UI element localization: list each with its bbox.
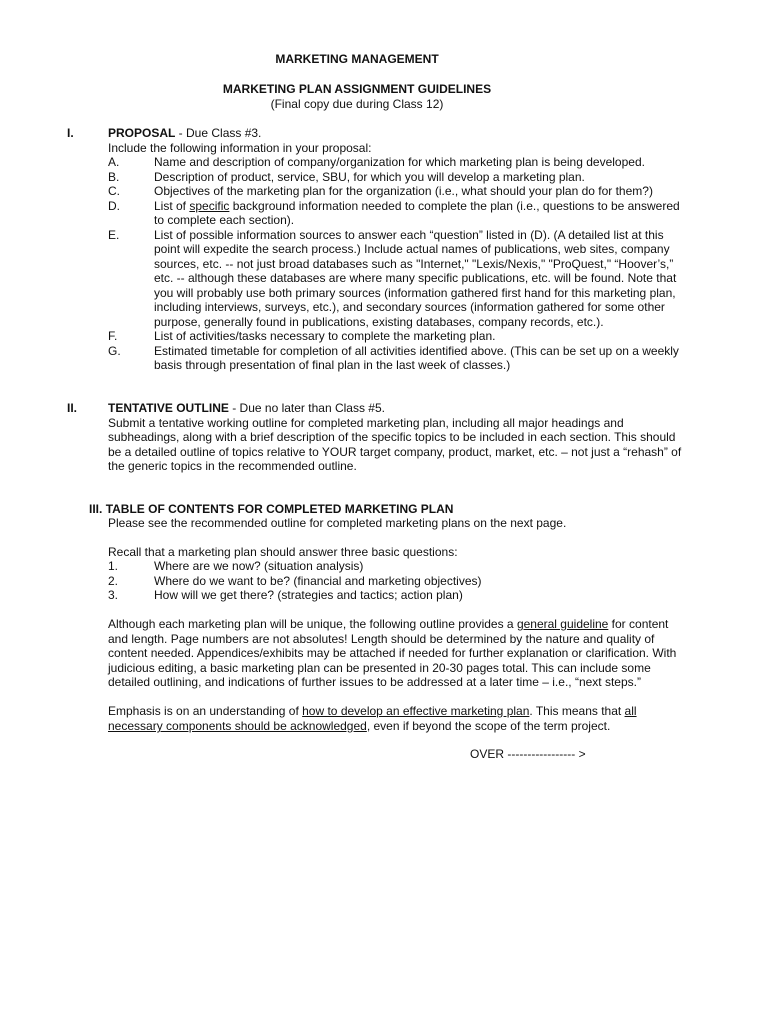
paragraph-line: judicious editing, a basic marketing plan can be presented in 20-30 pages total. This can include some — [108, 661, 651, 675]
course-title: MARKETING MANAGEMENT — [275, 52, 439, 66]
paragraph-line: Although each marketing plan will be unique, the following outline provides a general guideline for content — [108, 617, 669, 631]
item-text: to complete each section). — [154, 213, 295, 227]
item-label: B. — [108, 170, 120, 184]
item-text: List of possible information sources to answer each “question” listed in (D). (A detailed list at this — [154, 228, 664, 242]
item-text: List of activities/tasks necessary to complete the marketing plan. — [154, 329, 496, 343]
outline-text: be a detailed outline of topics relative to YOUR target company, product, market, etc. – not just a “rehash” of — [108, 445, 682, 459]
section-heading — [89, 502, 453, 517]
paragraph-line: and length. Page numbers are not absolutes! Length should be determined by the nature and quality of — [108, 632, 655, 646]
item-text: Name and description of company/organization for which marketing plan is being developed. — [154, 155, 645, 169]
question-label: 3. — [108, 588, 119, 602]
outline-due: - Due no later than Class #5. — [228, 401, 385, 415]
toc-heading: TABLE OF CONTENTS FOR COMPLETED MARKETING PLAN — [105, 502, 454, 516]
section-numeral: II. — [67, 401, 78, 415]
paragraph-line: content needed. Appendices/exhibits may be attached if needed for further explanation or clarification. With — [108, 646, 677, 660]
outline-text: the generic topics in the recommended outline. — [108, 459, 357, 473]
proposal-due: - Due Class #3. — [175, 126, 262, 140]
question-label: 1. — [108, 559, 119, 573]
paragraph-line: detailed outlining, and indications of further issues to be addressed at a later time – i.e., “next steps.” — [108, 675, 641, 689]
outline-text: subheadings, along with a brief description of the specific topics to be included in each section. This should — [108, 430, 676, 444]
emphasis-line: Emphasis is on an understanding of how to develop an effective marketing plan. This means that all — [108, 704, 637, 718]
item-text: you will probably use both primary sources (information gathered first hand for this marketing plan, — [154, 286, 676, 300]
item-text: etc. -- although these databases are where many specific publications, etc. will be found. Note that — [154, 271, 677, 285]
question-label: 2. — [108, 574, 119, 588]
item-label: E. — [108, 228, 120, 242]
question-text: Where are we now? (situation analysis) — [154, 559, 364, 573]
underlined-word: specific — [189, 199, 230, 213]
item-label: D. — [108, 199, 120, 213]
item-label: A. — [108, 155, 120, 169]
item-text: Estimated timetable for completion of all activities identified above. (This can be set up on a weekly — [154, 344, 679, 358]
document-title: MARKETING PLAN ASSIGNMENT GUIDELINES — [222, 82, 492, 96]
toc-numeral: III. — [89, 502, 103, 516]
item-text: including interviews, surveys, etc.), and secondary sources (information gathered for some other — [154, 300, 665, 314]
item-text: List of specific background information needed to complete the plan (i.e., questions to be answered — [154, 199, 680, 213]
item-text: sources, etc. -- not just broad databases such as "Internet," "Lexis/Nexis," "ProQuest," “Hoover’s,” — [154, 257, 674, 271]
underlined-phrase: all — [624, 704, 637, 718]
due-note: (Final copy due during Class 12) — [270, 97, 444, 111]
item-text: basis through presentation of final plan in the last week of classes.) — [154, 358, 511, 372]
outline-text: Submit a tentative working outline for completed marketing plan, including all major headings and — [108, 416, 624, 430]
toc-see-line: Please see the recommended outline for completed marketing plans on the next page. — [108, 516, 567, 530]
item-text: Description of product, service, SBU, for which you will develop a marketing plan. — [154, 170, 585, 184]
item-text: point will expedite the search process.) Include actual names of publications, web sites, company — [154, 242, 670, 256]
over-indicator: OVER ----------------- > — [470, 747, 586, 761]
item-text: purpose, generally found in publications, existing databases, company records, etc.). — [154, 315, 604, 329]
section-heading — [108, 401, 385, 416]
item-text: Objectives of the marketing plan for the organization (i.e., what should your plan do for them?) — [154, 184, 653, 198]
proposal-intro: Include the following information in your proposal: — [108, 141, 372, 155]
emphasis-line: necessary components should be acknowledged, even if beyond the scope of the term project. — [108, 719, 611, 733]
item-label: G. — [108, 344, 121, 358]
proposal-heading: PROPOSAL — [108, 126, 176, 140]
underlined-phrase: necessary components should be acknowledged — [108, 719, 367, 733]
question-text: Where do we want to be? (financial and marketing objectives) — [154, 574, 482, 588]
section-numeral: I. — [67, 126, 74, 140]
section-heading — [108, 126, 261, 141]
item-label: F. — [108, 329, 118, 343]
toc-recall-line: Recall that a marketing plan should answer three basic questions: — [108, 545, 458, 559]
question-text: How will we get there? (strategies and tactics; action plan) — [154, 588, 463, 602]
outline-heading: TENTATIVE OUTLINE — [108, 401, 229, 415]
item-label: C. — [108, 184, 120, 198]
underlined-phrase: general guideline — [516, 617, 609, 631]
underlined-phrase: how to develop an effective marketing plan — [302, 704, 530, 718]
